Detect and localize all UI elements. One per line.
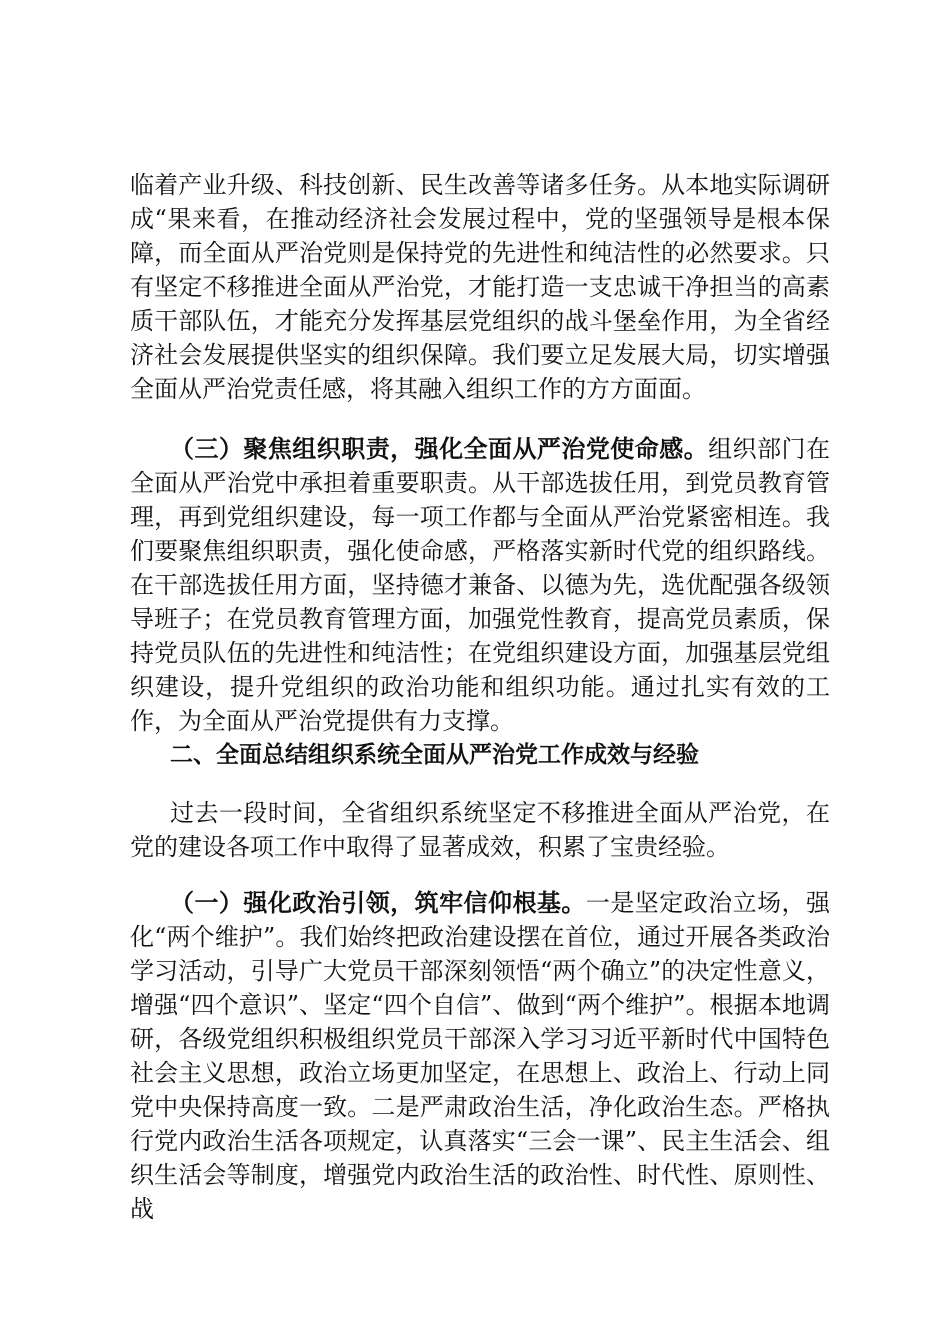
document-body bbox=[130, 168, 830, 1226]
paragraph-summary: 过去一段时间，全省组织系统坚定不移推进全面从严治党，在党的建设各项工作中取得了显著成效，积累了宝贵经验。 bbox=[130, 799, 830, 861]
paragraph-continuation: 临着产业升级、科技创新、民生改善等诸多任务。从本地实际调研成“果来看，在推动经济社会发展过程中，党的坚强领导是根本保障，而全面从严治党则是保持党的先进性和纯洁性的必然要求。只有坚定不移推进全面从严治党，才能打造一支忠诚干净担当的高素质干部队伍，才能充分发挥基层党组织的战斗堡垒作用，为全省经济社会发展提供坚实的组织保障。我们要立足发展大局，切实增强全面从严治党责任感，将其融入组织工作的方方面面。 bbox=[130, 171, 830, 403]
section-three-lead: （三）聚焦组织职责，强化全面从严治党使命感。 bbox=[170, 435, 709, 463]
paragraph-section-one bbox=[130, 886, 830, 1226]
section-three-body: 组织部门在全面从严治党中承担着重要职责。从干部选拔任用，到党员教育管理，再到党组织建设，每一项工作都与全面从严治党紧密相连。我们要聚焦组织职责，强化使命感，严格落实新时代党的组织路线。在干部选拔任用方面，坚持德才兼备、以德为先，选优配强各级领导班子；在党员教育管理方面，加强党性教育，提高党员素质，保持党员队伍的先进性和纯洁性；在党组织建设方面，加强基层党组织建设，提升党组织的政治功能和组织功能。通过扎实有效的工作，为全面从严治党提供有力支撑。 bbox=[130, 435, 831, 735]
section-one-lead: （一）强化政治引领，筑牢信仰根基。 bbox=[170, 889, 586, 917]
paragraph-section-three bbox=[130, 432, 830, 738]
chapter-heading-two: 二、全面总结组织系统全面从严治党工作成效与经验 bbox=[170, 742, 699, 768]
section-one-body: 一是坚定政治立场，强化“两个维护”。我们始终把政治建设摆在首位，通过开展各类政治学习活动，引导广大党员干部深刻领悟“两个确立”的决定性意义，增强“四个意识”、坚定“四个自信”、做到“两个维护”。根据本地调研，各级党组织积极组织党员干部深入学习习近平新时代中国特色社会主义思想，政治立场更加坚定，在思想上、政治上、行动上同党中央保持高度一致。二是严肃政治生活，净化政治生态。严格执行党内政治生活各项规定，认真落实“三会一课”、民主生活会、组织生活会等制度，增强党内政治生活的政治性、时代性、原则性、战 bbox=[130, 889, 831, 1223]
